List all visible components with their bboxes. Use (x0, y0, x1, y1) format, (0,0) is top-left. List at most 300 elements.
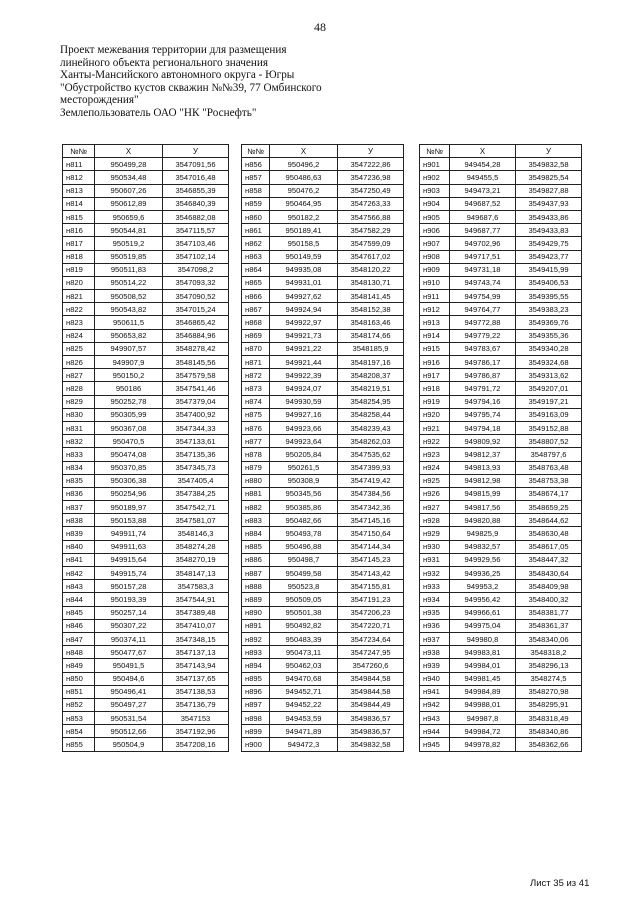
x-coordinate: 950543,82 (95, 303, 163, 316)
point-number: н860 (242, 210, 270, 223)
y-coordinate: 3548239,43 (338, 421, 404, 434)
x-coordinate: 949687,6 (450, 210, 516, 223)
x-coordinate: 949472,3 (270, 738, 338, 751)
y-coordinate: 3547090,52 (163, 290, 229, 303)
point-number: н887 (242, 567, 270, 580)
table-row (420, 659, 582, 672)
point-number: н814 (63, 197, 95, 210)
table-row (63, 646, 229, 659)
x-coordinate: 950509,05 (270, 593, 338, 606)
point-number: н813 (63, 184, 95, 197)
point-number: н819 (63, 263, 95, 276)
y-coordinate: 3548447,32 (516, 553, 582, 566)
table-row (63, 276, 229, 289)
y-coordinate: 3549836,57 (338, 725, 404, 738)
y-coordinate: 3547542,71 (163, 501, 229, 514)
x-coordinate: 950653,82 (95, 329, 163, 342)
x-coordinate: 949984,01 (450, 659, 516, 672)
x-coordinate: 950519,2 (95, 237, 163, 250)
y-coordinate: 3549197,21 (516, 395, 582, 408)
table-row (420, 646, 582, 659)
header-line: "Обустройство кустов скважин №№39, 77 Омбинского (60, 81, 322, 94)
table-row (63, 171, 229, 184)
point-number: н844 (63, 593, 95, 606)
point-number: н878 (242, 448, 270, 461)
point-number: н882 (242, 501, 270, 514)
point-number: н927 (420, 501, 450, 514)
point-number: н890 (242, 606, 270, 619)
y-coordinate: 3547379,04 (163, 395, 229, 408)
x-coordinate: 949794,18 (450, 421, 516, 434)
x-coordinate: 950257,14 (95, 606, 163, 619)
x-coordinate: 949794,16 (450, 395, 516, 408)
y-coordinate: 3547399,93 (338, 461, 404, 474)
x-coordinate: 950306,38 (95, 474, 163, 487)
x-coordinate: 949983,81 (450, 646, 516, 659)
x-coordinate: 950189,97 (95, 501, 163, 514)
header-line: месторождения" (60, 94, 139, 107)
y-coordinate: 3547222,86 (338, 158, 404, 171)
x-coordinate: 950153,88 (95, 514, 163, 527)
table-row (242, 290, 404, 303)
y-coordinate: 3547015,24 (163, 303, 229, 316)
x-coordinate: 950499,28 (95, 158, 163, 171)
point-number: н897 (242, 698, 270, 711)
x-coordinate: 950491,5 (95, 659, 163, 672)
x-coordinate: 950523,8 (270, 580, 338, 593)
page-number: 48 (314, 20, 326, 34)
table-row (420, 395, 582, 408)
x-coordinate: 949815,99 (450, 487, 516, 500)
point-number: н817 (63, 237, 95, 250)
y-coordinate: 3549437,93 (516, 197, 582, 210)
y-coordinate: 3546855,39 (163, 184, 229, 197)
x-coordinate: 949452,22 (270, 698, 338, 711)
column-header-number: №№ (242, 145, 270, 158)
header-line: Землепользователь ОАО "НК "Роснефть" (60, 106, 257, 119)
y-coordinate: 3548674,17 (516, 487, 582, 500)
x-coordinate: 949786,17 (450, 356, 516, 369)
x-coordinate: 949743,74 (450, 276, 516, 289)
y-coordinate: 3548617,05 (516, 540, 582, 553)
point-number: н847 (63, 632, 95, 645)
point-number: н929 (420, 527, 450, 540)
y-coordinate: 3547102,14 (163, 250, 229, 263)
y-coordinate: 3549395,55 (516, 290, 582, 303)
table-row (242, 237, 404, 250)
y-coordinate: 3547191,23 (338, 593, 404, 606)
x-coordinate: 950497,27 (95, 698, 163, 711)
table-row (420, 619, 582, 632)
table-row (420, 514, 582, 527)
x-coordinate: 950150,2 (95, 369, 163, 382)
point-number: н894 (242, 659, 270, 672)
y-coordinate: 3549433,86 (516, 210, 582, 223)
y-coordinate: 3549423,77 (516, 250, 582, 263)
document-header (60, 44, 360, 120)
y-coordinate: 3548254,95 (338, 395, 404, 408)
point-number: н924 (420, 461, 450, 474)
point-number: н869 (242, 329, 270, 342)
point-number: н930 (420, 540, 450, 553)
x-coordinate: 950186 (95, 382, 163, 395)
point-number: н861 (242, 224, 270, 237)
y-coordinate: 3548274,28 (163, 540, 229, 553)
y-coordinate: 3548797,6 (516, 448, 582, 461)
point-number: н936 (420, 619, 450, 632)
x-coordinate: 949702,96 (450, 237, 516, 250)
point-number: н904 (420, 197, 450, 210)
y-coordinate: 3548197,16 (338, 356, 404, 369)
y-coordinate: 3547206,23 (338, 606, 404, 619)
table-row (420, 725, 582, 738)
x-coordinate: 949779,22 (450, 329, 516, 342)
column-header-number: №№ (63, 145, 95, 158)
y-coordinate: 3547143,94 (163, 659, 229, 672)
table-row (420, 712, 582, 725)
table-row (420, 435, 582, 448)
y-coordinate: 3549313,62 (516, 369, 582, 382)
x-coordinate: 950607,26 (95, 184, 163, 197)
x-coordinate: 949813,93 (450, 461, 516, 474)
table-row (242, 698, 404, 711)
table-row (420, 474, 582, 487)
column-header-y: У (163, 145, 229, 158)
table-row (242, 712, 404, 725)
point-number: н944 (420, 725, 450, 738)
x-coordinate: 950470,5 (95, 435, 163, 448)
y-coordinate: 3547133,61 (163, 435, 229, 448)
table-row (420, 593, 582, 606)
table-row (420, 342, 582, 355)
y-coordinate: 3547535,62 (338, 448, 404, 461)
table-row (63, 329, 229, 342)
column-header-x: X (95, 145, 163, 158)
table-row (63, 421, 229, 434)
x-coordinate: 949820,88 (450, 514, 516, 527)
point-number: н828 (63, 382, 95, 395)
point-number: н903 (420, 184, 450, 197)
table-row (242, 263, 404, 276)
y-coordinate: 3547153 (163, 712, 229, 725)
y-coordinate: 3547344,33 (163, 421, 229, 434)
point-number: н846 (63, 619, 95, 632)
table-row (63, 210, 229, 223)
y-coordinate: 3549832,58 (338, 738, 404, 751)
point-number: н848 (63, 646, 95, 659)
y-coordinate: 3549152,88 (516, 421, 582, 434)
x-coordinate: 949984,89 (450, 685, 516, 698)
point-number: н920 (420, 408, 450, 421)
y-coordinate: 3547544,91 (163, 593, 229, 606)
table-row (242, 356, 404, 369)
table-row (242, 685, 404, 698)
x-coordinate: 949809,92 (450, 435, 516, 448)
table-row (420, 382, 582, 395)
y-coordinate: 3549827,88 (516, 184, 582, 197)
point-number: н851 (63, 685, 95, 698)
table-row (242, 606, 404, 619)
x-coordinate: 949825,9 (450, 527, 516, 540)
table-row (242, 659, 404, 672)
table-row (242, 725, 404, 738)
table-row (242, 184, 404, 197)
x-coordinate: 950462,03 (270, 659, 338, 672)
table-row (242, 342, 404, 355)
x-coordinate: 949980,8 (450, 632, 516, 645)
y-coordinate: 3548262,03 (338, 435, 404, 448)
x-coordinate: 950514,22 (95, 276, 163, 289)
point-number: н909 (420, 263, 450, 276)
x-coordinate: 949978,82 (450, 738, 516, 751)
coordinates-table-2 (241, 144, 404, 752)
point-number: н943 (420, 712, 450, 725)
x-coordinate: 949907,57 (95, 342, 163, 355)
table-row (242, 369, 404, 382)
x-coordinate: 949981,45 (450, 672, 516, 685)
x-coordinate: 949911,63 (95, 540, 163, 553)
x-coordinate: 949924,94 (270, 303, 338, 316)
y-coordinate: 3548318,2 (516, 646, 582, 659)
point-number: н839 (63, 527, 95, 540)
x-coordinate: 949454,28 (450, 158, 516, 171)
y-coordinate: 3549369,76 (516, 316, 582, 329)
point-number: н883 (242, 514, 270, 527)
y-coordinate: 3549406,53 (516, 276, 582, 289)
y-coordinate: 3547091,56 (163, 158, 229, 171)
x-coordinate: 949907,9 (95, 356, 163, 369)
table-row (242, 527, 404, 540)
x-coordinate: 950149,59 (270, 250, 338, 263)
point-number: н871 (242, 356, 270, 369)
x-coordinate: 949764,77 (450, 303, 516, 316)
point-number: н870 (242, 342, 270, 355)
point-number: н880 (242, 474, 270, 487)
coordinates-table-3 (419, 144, 582, 752)
table-row (63, 672, 229, 685)
y-coordinate: 3549836,57 (338, 712, 404, 725)
point-number: н876 (242, 421, 270, 434)
y-coordinate: 3547137,13 (163, 646, 229, 659)
table-row (420, 540, 582, 553)
point-number: н842 (63, 567, 95, 580)
x-coordinate: 949935,08 (270, 263, 338, 276)
y-coordinate: 3547098,2 (163, 263, 229, 276)
point-number: н830 (63, 408, 95, 421)
table-row (242, 580, 404, 593)
x-coordinate: 950476,2 (270, 184, 338, 197)
table-row (420, 329, 582, 342)
point-number: н834 (63, 461, 95, 474)
y-coordinate: 3547541,46 (163, 382, 229, 395)
table-row (63, 250, 229, 263)
x-coordinate: 950367,08 (95, 421, 163, 434)
table-row (242, 408, 404, 421)
table-row (63, 158, 229, 171)
point-number: н889 (242, 593, 270, 606)
x-coordinate: 950477,67 (95, 646, 163, 659)
y-coordinate: 3549844,58 (338, 672, 404, 685)
table-row (63, 474, 229, 487)
x-coordinate: 949452,71 (270, 685, 338, 698)
table-row (63, 580, 229, 593)
x-coordinate: 949915,64 (95, 553, 163, 566)
x-coordinate: 950473,11 (270, 646, 338, 659)
x-coordinate: 949987,8 (450, 712, 516, 725)
point-number: н833 (63, 448, 95, 461)
y-coordinate: 3546882,08 (163, 210, 229, 223)
y-coordinate: 3547093,32 (163, 276, 229, 289)
x-coordinate: 950189,41 (270, 224, 338, 237)
y-coordinate: 3547384,25 (163, 487, 229, 500)
point-number: н941 (420, 685, 450, 698)
y-coordinate: 3548381,77 (516, 606, 582, 619)
y-coordinate: 3547581,07 (163, 514, 229, 527)
point-number: н914 (420, 329, 450, 342)
column-header-y: У (338, 145, 404, 158)
table-row (242, 672, 404, 685)
y-coordinate: 3547143,42 (338, 567, 404, 580)
x-coordinate: 950483,39 (270, 632, 338, 645)
point-number: н837 (63, 501, 95, 514)
y-coordinate: 3547342,36 (338, 501, 404, 514)
table-row (63, 408, 229, 421)
y-coordinate: 3547103,46 (163, 237, 229, 250)
point-number: н911 (420, 290, 450, 303)
table-row (63, 632, 229, 645)
table-row (63, 567, 229, 580)
x-coordinate: 949931,01 (270, 276, 338, 289)
point-number: н824 (63, 329, 95, 342)
y-coordinate: 3549429,75 (516, 237, 582, 250)
point-number: н921 (420, 421, 450, 434)
x-coordinate: 950519,85 (95, 250, 163, 263)
table-row (63, 487, 229, 500)
table-row (63, 369, 229, 382)
x-coordinate: 949783,67 (450, 342, 516, 355)
point-number: н877 (242, 435, 270, 448)
x-coordinate: 949984,72 (450, 725, 516, 738)
point-number: н935 (420, 606, 450, 619)
table-row (63, 237, 229, 250)
x-coordinate: 950307,22 (95, 619, 163, 632)
point-number: н928 (420, 514, 450, 527)
point-number: н864 (242, 263, 270, 276)
point-number: н853 (63, 712, 95, 725)
table-row (63, 659, 229, 672)
y-coordinate: 3547250,49 (338, 184, 404, 197)
point-number: н902 (420, 171, 450, 184)
y-coordinate: 3548400,32 (516, 593, 582, 606)
y-coordinate: 3549383,23 (516, 303, 582, 316)
x-coordinate: 950474,08 (95, 448, 163, 461)
point-number: н829 (63, 395, 95, 408)
table-row (420, 237, 582, 250)
x-coordinate: 949922,39 (270, 369, 338, 382)
table-row (420, 184, 582, 197)
point-number: н867 (242, 303, 270, 316)
y-coordinate: 3547208,16 (163, 738, 229, 751)
table-row (242, 421, 404, 434)
column-header-number: №№ (420, 145, 450, 158)
table-row (420, 487, 582, 500)
y-coordinate: 3547566,88 (338, 210, 404, 223)
point-number: н827 (63, 369, 95, 382)
y-coordinate: 3548141,45 (338, 290, 404, 303)
y-coordinate: 3548409,98 (516, 580, 582, 593)
table-row (420, 316, 582, 329)
table-row (63, 461, 229, 474)
point-number: н915 (420, 342, 450, 355)
table-row (242, 632, 404, 645)
y-coordinate: 3547582,29 (338, 224, 404, 237)
x-coordinate: 950374,11 (95, 632, 163, 645)
table-row (63, 685, 229, 698)
table-row (420, 632, 582, 645)
table-row (420, 290, 582, 303)
x-coordinate: 949930,59 (270, 395, 338, 408)
x-coordinate: 949966,61 (450, 606, 516, 619)
table-row (242, 224, 404, 237)
table-row (420, 369, 582, 382)
point-number: н843 (63, 580, 95, 593)
point-number: н875 (242, 408, 270, 421)
table-row (242, 158, 404, 171)
x-coordinate: 949455,5 (450, 171, 516, 184)
point-number: н913 (420, 316, 450, 329)
table-row (242, 171, 404, 184)
table-row (420, 197, 582, 210)
y-coordinate: 3549324,68 (516, 356, 582, 369)
x-coordinate: 949731,18 (450, 263, 516, 276)
point-number: н811 (63, 158, 95, 171)
table-row (242, 567, 404, 580)
table-row (420, 501, 582, 514)
x-coordinate: 949921,73 (270, 329, 338, 342)
x-coordinate: 950531,54 (95, 712, 163, 725)
y-coordinate: 3549415,99 (516, 263, 582, 276)
y-coordinate: 3549825,54 (516, 171, 582, 184)
column-header-y: У (516, 145, 582, 158)
table-row (63, 382, 229, 395)
x-coordinate: 949471,89 (270, 725, 338, 738)
y-coordinate: 3548659,25 (516, 501, 582, 514)
table-row (63, 303, 229, 316)
table-row (420, 738, 582, 751)
table-row (242, 540, 404, 553)
x-coordinate: 949786,87 (450, 369, 516, 382)
y-coordinate: 3547137,65 (163, 672, 229, 685)
y-coordinate: 3547145,16 (338, 514, 404, 527)
table-row (242, 329, 404, 342)
point-number: н873 (242, 382, 270, 395)
table-row (420, 698, 582, 711)
point-number: н942 (420, 698, 450, 711)
x-coordinate: 950496,2 (270, 158, 338, 171)
x-coordinate: 950158,5 (270, 237, 338, 250)
x-coordinate: 949921,44 (270, 356, 338, 369)
point-number: н849 (63, 659, 95, 672)
point-number: н820 (63, 276, 95, 289)
x-coordinate: 949936,25 (450, 567, 516, 580)
table-row (420, 263, 582, 276)
table-row (420, 158, 582, 171)
x-coordinate: 950501,38 (270, 606, 338, 619)
point-number: н879 (242, 461, 270, 474)
point-number: н905 (420, 210, 450, 223)
point-number: н918 (420, 382, 450, 395)
x-coordinate: 950659,6 (95, 210, 163, 223)
